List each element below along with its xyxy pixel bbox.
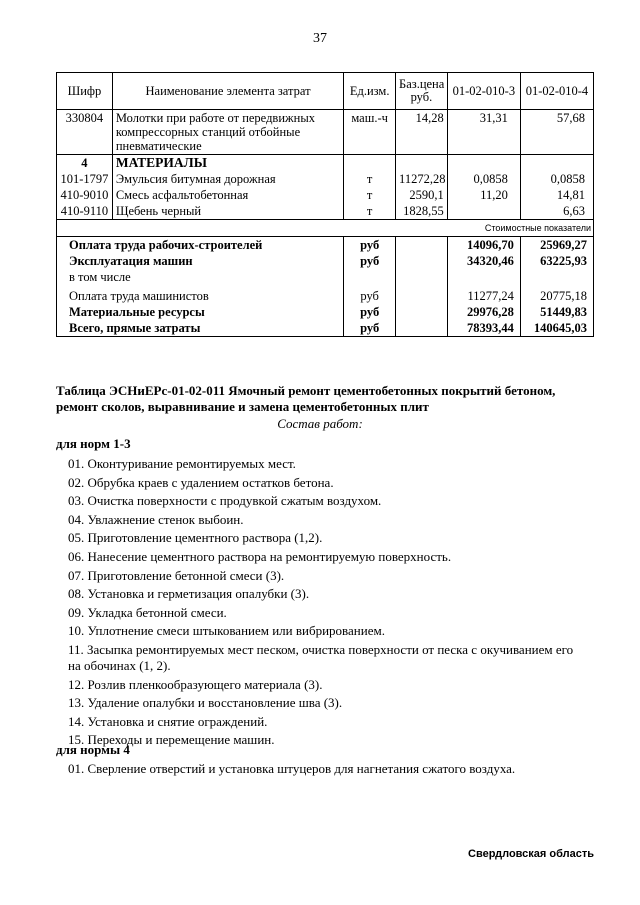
header-norm-4: 01-02-010-4 xyxy=(520,73,593,110)
summary-norm-3: 34320,46 xyxy=(447,253,520,269)
row-unit: т xyxy=(344,203,396,220)
row-code: 330804 xyxy=(57,110,113,155)
summary-name: в том числе xyxy=(57,269,344,285)
list-item: 09. Укладка бетонной смеси. xyxy=(68,604,227,620)
list-item: 11. Засыпка ремонтируемых мест песком, очистка поверхности от песка с окучиванием его на обочинах (1, 2). xyxy=(68,641,574,673)
row-base-price: 14,28 xyxy=(396,110,448,155)
row-norm-3 xyxy=(447,203,520,220)
table-row xyxy=(57,171,594,187)
summary-row xyxy=(57,237,594,254)
list-item: 12. Розлив пленкообразующего материала (3). xyxy=(68,676,323,692)
list-item: 07. Приготовление бетонной смеси (3). xyxy=(68,567,285,583)
table-title: Таблица ЭСНиЕРс-01-02-011 Ямочный ремонт цементобетонных покрытий бетоном, ремонт сколов, выравнивание и замена цементобетонных плит xyxy=(56,383,556,414)
row-unit: т xyxy=(344,171,396,187)
row-norm-3: 11,20 xyxy=(447,187,520,203)
summary-name: Оплата труда машинистов xyxy=(57,285,344,304)
row-norm-3: 0,0858 xyxy=(447,171,520,187)
summary-row xyxy=(57,269,594,285)
summary-unit: руб xyxy=(344,253,396,269)
row-base-price: 11272,28 xyxy=(396,171,448,187)
row-unit: т xyxy=(344,187,396,203)
list-item: 02. Обрубка краев с удалением остатков бетона. xyxy=(68,474,334,490)
header-name: Наименование элемента затрат xyxy=(112,73,343,110)
summary-norm-3: 29976,28 xyxy=(447,304,520,320)
summary-name: Оплата труда рабочих-строителей xyxy=(57,237,344,254)
summary-name: Всего, прямые затраты xyxy=(57,320,344,337)
group-label-norm-4: для нормы 4 xyxy=(56,742,130,757)
list-item: 15. Переходы и перемещение машин. xyxy=(68,732,275,748)
list-item: 10. Уплотнение смеси штыкованием или вибрированием. xyxy=(68,623,385,639)
row-base-price: 1828,55 xyxy=(396,203,448,220)
group-label-norms-1-3: для норм 1-3 xyxy=(56,436,131,451)
row-unit: маш.-ч xyxy=(344,110,396,155)
table-row xyxy=(57,187,594,203)
table-header-row xyxy=(57,73,594,110)
summary-norm-3: 14096,70 xyxy=(447,237,520,254)
summary-norm-4: 20775,18 xyxy=(520,285,593,304)
summary-unit: руб xyxy=(344,237,396,254)
table-row xyxy=(57,203,594,220)
page-number: 37 xyxy=(313,31,327,46)
row-name: Щебень черный xyxy=(112,203,343,220)
summary-norm-3: 11277,24 xyxy=(447,285,520,304)
list-item: 13. Удаление опалубки и восстановление шва (3). xyxy=(68,695,343,711)
row-norm-4: 6,63 xyxy=(520,203,593,220)
summary-norm-4: 51449,83 xyxy=(520,304,593,320)
work-list-norm-4 xyxy=(68,761,588,780)
list-item: 04. Увлажнение стенок выбоин. xyxy=(68,511,244,527)
row-name: Смесь асфальтобетонная xyxy=(112,187,343,203)
summary-unit: руб xyxy=(344,285,396,304)
summary-row xyxy=(57,253,594,269)
table-row xyxy=(57,110,594,155)
summary-unit: руб xyxy=(344,320,396,337)
summary-norm-4: 140645,03 xyxy=(520,320,593,337)
row-code: 410-9010 xyxy=(57,187,113,203)
header-unit: Ед.изм. xyxy=(344,73,396,110)
summary-row xyxy=(57,304,594,320)
row-norm-4: 14,81 xyxy=(520,187,593,203)
header-base-price: Баз.цена руб. xyxy=(396,73,448,110)
list-item: 03. Очистка поверхности с продувкой сжатым воздухом. xyxy=(68,493,382,509)
row-norm-4: 57,68 xyxy=(520,110,593,155)
summary-norm-3: 78393,44 xyxy=(447,320,520,337)
list-item: 01. Оконтуривание ремонтируемых мест. xyxy=(68,456,296,471)
summary-name: Материальные ресурсы xyxy=(57,304,344,320)
summary-norm-4: 25969,27 xyxy=(520,237,593,254)
summary-row xyxy=(57,320,594,337)
list-item: 05. Приготовление цементного раствора (1,2). xyxy=(68,530,323,546)
row-name: Эмульсия битумная дорожная xyxy=(112,171,343,187)
row-name: МАТЕРИАЛЫ xyxy=(112,155,343,172)
list-item: 01. Сверление отверстий и установка штуцеров для нагнетания сжатого воздуха. xyxy=(68,761,516,776)
works-heading: Состав работ: xyxy=(277,416,363,431)
summary-norm-4: 63225,93 xyxy=(520,253,593,269)
list-item: 14. Установка и снятие ограждений. xyxy=(68,713,268,729)
row-base-price: 2590,1 xyxy=(396,187,448,203)
row-code: 101-1797 xyxy=(57,171,113,187)
cost-table xyxy=(56,72,594,337)
summary-title-row xyxy=(57,220,594,237)
work-list-norms-1-3 xyxy=(68,456,588,751)
summary-title: Стоимостные показатели xyxy=(447,220,593,237)
header-norm-3: 01-02-010-3 xyxy=(447,73,520,110)
summary-row xyxy=(57,285,594,304)
row-name: Молотки при работе от передвижных компрессорных станций отбойные пневматические xyxy=(112,110,343,155)
row-code: 410-9110 xyxy=(57,203,113,220)
summary-unit: руб xyxy=(344,304,396,320)
row-code: 4 xyxy=(57,155,113,172)
list-item: 08. Установка и герметизация опалубки (3). xyxy=(68,586,310,602)
table-section-row xyxy=(57,155,594,172)
row-norm-3: 31,31 xyxy=(447,110,520,155)
footer-region: Свердловская область xyxy=(468,848,594,860)
header-code: Шифр xyxy=(57,73,113,110)
summary-name: Эксплуатация машин xyxy=(57,253,344,269)
row-norm-4: 0,0858 xyxy=(520,171,593,187)
list-item: 06. Нанесение цементного раствора на ремонтируемую поверхность. xyxy=(68,548,452,564)
